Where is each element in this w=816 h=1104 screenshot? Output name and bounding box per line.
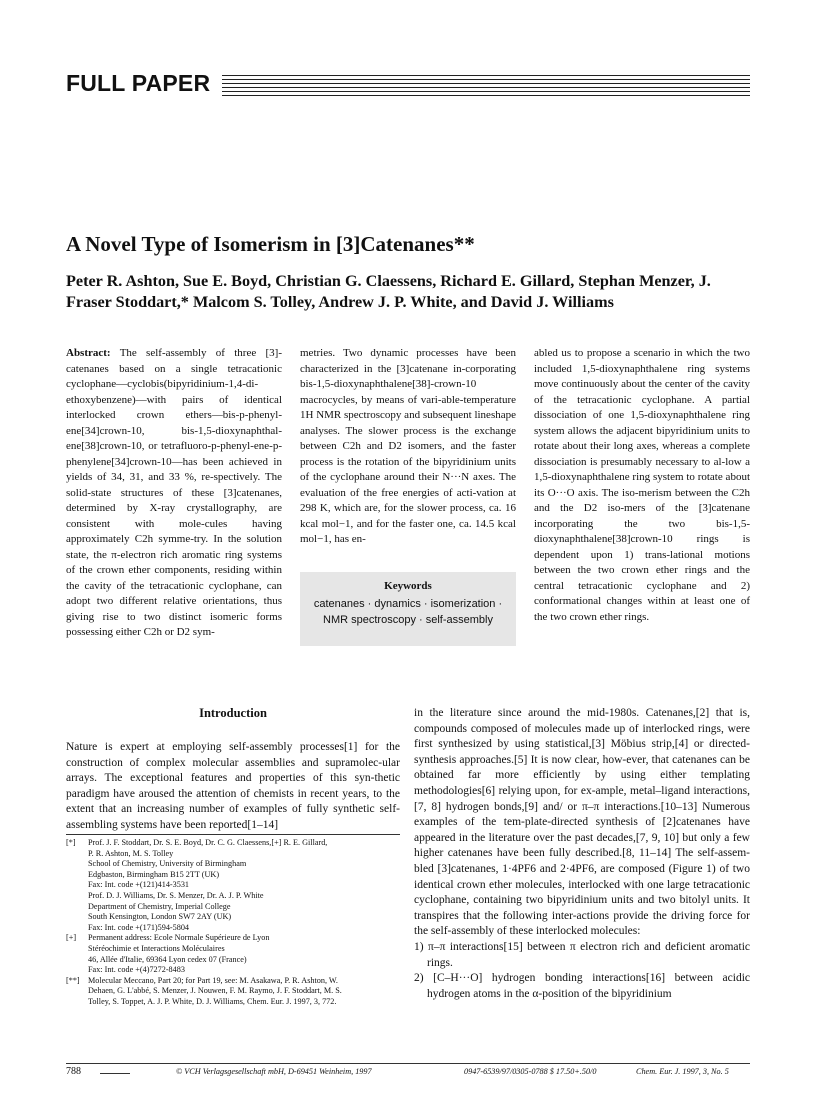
footnote-affiliations: [*] Prof. J. F. Stoddart, Dr. S. E. Boyd, Dr. C. G. Claessens,[+] R. E. Gillard, P. R. Ashton, M. S. Tolley School of Chemistry, University of Birmingham Edgbaston, Birmingham B15 2TT (UK) Fax: Int. code +(121)414-3531 Prof. D. J. Williams, Dr. S. Menzer, Dr. A. J. P. White Department of Chemistry, Imperial College South Kensington, London SW7 2AY (UK) Fax: Int. code +(171)594-5804: [66, 838, 328, 932]
footnote-series: [**] Molecular Meccano, Part 20; for Part 19, see: M. Asakawa, P. R. Ashton, W. Dehaen, G. L'abbé, S. Menzer, J. Nouwen, F. M. Raymo, J. F. Stoddart, M. S. Tolley, S. Toppet, A. J. P. White, D. J. Williams, Chem. Eur. J. 1997, 3, 772.: [66, 975, 342, 1006]
section-label: FULL PAPER: [66, 70, 211, 96]
running-header: [66, 70, 750, 100]
footnote-rule: [66, 834, 400, 835]
keywords-line-2: NMR spectroscopy · self-assembly: [323, 613, 493, 626]
issn-code: 0947-6539/97/0305-0788 $ 17.50+.50/0: [464, 1067, 597, 1076]
list-item: 1) π–π interactions[15] between π electron rich and deficient aromatic rings.: [414, 940, 750, 969]
abstract-text-2: metries. Two dynamic processes have been characterized in the [3]catenane in-corporating bis-1,5-dioxynaphthalene[38]-crown-10 macrocycles, by means of vari-able-temperature 1H NMR spectroscopy and subsequent lineshape analyses. The slower process is the exchange between C2h and D2 isomers, and the faster process is the rotation of the bipyridinium units of the cyclophane around their N···N axes. The evaluation of the free energies of acti-vation at 298 K, which are, for the slower process, ca. 16 kcal mol−1, and for the faster one, ca. 14.5 kcal mol−1, has en-: [300, 347, 516, 545]
journal-citation: Chem. Eur. J. 1997, 3, No. 5: [636, 1067, 729, 1076]
footer-rule: [66, 1063, 750, 1064]
header-rules: [222, 75, 750, 97]
body-column-2: [414, 706, 750, 1002]
keywords-box: [300, 572, 516, 646]
abstract-column-3: [534, 346, 750, 625]
publisher-line: © VCH Verlagsgesellschaft mbH, D-69451 Weinheim, 1997: [176, 1067, 372, 1076]
introduction-paragraph: Nature is expert at employing self-assembly processes[1] for the construction of complex molecular assemblies and supramolec-ular arrays. The exceptional features and properties of this syn-thetic paradigm have aroused the attention of chemists in recent years, to the extent that an increasing number of examples of fully synthetic self-assembling systems have been reported[1–14]: [66, 741, 400, 831]
author-list: Peter R. Ashton, Sue E. Boyd, Christian G. Claessens, Richard E. Gillard, Stephan Menzer, J. Fraser Stoddart,* Malcom S. Tolley, Andrew J. P. White, and David J. Williams: [66, 272, 711, 311]
keywords-line-1: catenanes · dynamics · isomerization ·: [313, 598, 503, 610]
page-number: 788: [66, 1066, 81, 1077]
introduction-heading: Introduction: [199, 706, 267, 720]
footnote-permanent-address: [+] Permanent address: Ecole Normale Supérieure de Lyon Stéréochimie et Interactions Moléculaires 46, Allée d'Italie, 69364 Lyon cedex 07 (France) Fax: Int. code +(4)7272-8483: [66, 933, 270, 975]
abstract-column-1: [66, 346, 282, 641]
article-title: A Novel Type of Isomerism in [3]Catenanes**: [66, 232, 475, 256]
abstract-column-2: [300, 346, 516, 548]
body-paragraph: in the literature since around the mid-1980s. Catenanes,[2] that is, compounds composed of molecules made up of interlocked rings, were first synthesized by using statistical,[3] Möbius strip,[4] or directed-synthesis approaches.[5] It is now clear, how-ever, that catenanes can be obtained far more efficiently by using either templating methodologies[6] relying upon, for ex-ample, metal–ligand interactions,[7, 8] hydrogen bonds,[9] and/ or π–π interactions.[10–13] Numerous examples of the tem-plate-directed synthesis of [2]catenanes have appeared in the literature over the past decades,[7, 9, 10] but only a few higher catenanes have been fully described.[8, 11–14] The self-assem-bled [3]catenanes, 1·4PF6 and 2·4PF6, are composed (Figure 1) of two identical crown ether molecules, interlocked with one large tetracationic cyclophane, containing two bipyridinium units and two bitolyl units. It transpires that the following inter-actions provide the driving force for the self-assembly of these interlocked molecules:: [414, 707, 750, 938]
abstract-text-1: The self-assembly of three [3]-catenanes based on a single tetracationic cyclophane—cyclobis(bipyridinium-1,4-di-ethoxybenzene)—with pairs of identical interlocked crown ethers—bis-p-phenyl-ene[34]crown-10, bis-1,5-dioxynaphthal-ene[38]crown-10, or tetrafluoro-p-phenyl-ene-p-phenylene[34]crown-10—has been achieved in yields of 34, 31, and 33 %, re-spectively. The solid-state structures of these [3]catenanes, determined by X-ray crystallography, are consistent with mole-cules having approximately C2h symme-try. In the solution state, the π-electron rich aromatic ring systems of the crown ether components, residing within the cavity of the tetracationic cyclophane, can adopt two different relative orientations, thus giving rise to two distinct isomeric forms possessing either C2h or D2 sym-: [66, 347, 282, 638]
footnotes: [66, 838, 400, 1008]
abstract-label: Abstract:: [66, 347, 111, 359]
list-item: 2) [C–H···O] hydrogen bonding interactions[16] between acidic hydrogen atoms in the α-position of the bipyridinium: [414, 972, 750, 1000]
keywords-heading: Keywords: [384, 580, 432, 592]
abstract-text-3: abled us to propose a scenario in which the two included 1,5-dioxynaphthalene ring systems move continuously about the center of the cavity of the tetracationic cyclophane. A partial dissociation of one 1,5-dioxynaphthalene ring system allows the adjacent bipyridinium units to rotate about their long axes, whereas a complete dissociation is presumably necessary to al-low a 1,5-dioxynaphthalene ring system to rotate about its O···O axis. The iso-merism between the C2h and the D2 iso-mers of the [3]catenane incorporating the two bis-1,5-dioxynaphthalene[38]crown-10 rings is dependent upon 1) trans-lational motions between the two crown ether rings and the central tetracationic cyclophane and 2) conformational changes within at least one of the two crown ether rings.: [534, 347, 750, 623]
